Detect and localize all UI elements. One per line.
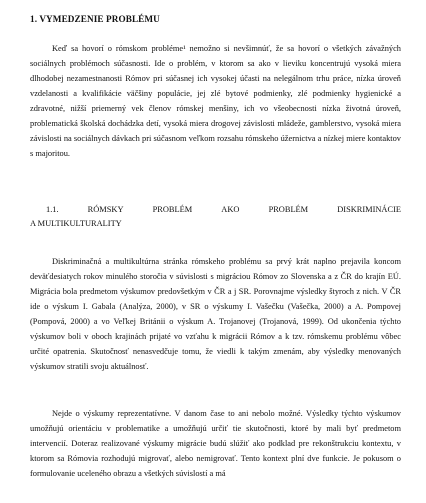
paragraph-text: Diskriminačná a multikultúrna stránka rómskeho problému sa prvý krát naplno prejavila koncom deväťdesiatych rokov minulého storočia v súvislosti s migráciou Rómov zo Slovenska a z ČR do krajín EÚ. Migrácia bola predmetom výskumov predovšetkým v ČR a j SR. Porovnajme výsledky štyroch z nich. V ČR ide o výskum I. Gabala (Analýza, 2000), v SR o výskumy I. Vašečku (Vašečka, 2000) a A. Pompovej (Pompová, 2000) a vo Veľkej Británii o výskum A. Trojanovej (Trojanová, 1999). Od ukončenia týchto výskumov boli v oboch krajinách prijaté vo vzťahu k migrácii Rómov a k tzv. rómskemu problému vôbec určité opatrenia. Skutočnosť nenasvedčuje tomu, že viedli k takým zmenám, aby výsledky menovaných výskumov stratili svoju aktuálnosť.	[30, 257, 401, 371]
subsection-word: PROBLÉM	[152, 205, 193, 214]
subsection-word: 1.1.	[46, 205, 59, 214]
subsection-word: PROBLÉM	[268, 205, 309, 214]
subsection-word: AKO	[221, 205, 240, 214]
paragraph-roma-problem	[30, 41, 401, 161]
subsection-heading-line2: A MULTIKULTURALITY	[30, 219, 122, 228]
paragraph-research	[30, 406, 401, 481]
paragraph-text: Keď sa hovorí o rómskom probléme¹ nemožno si nevšimnúť, že sa hovorí o všetkých závažných sociálnych problémoch súčasnosti. Ide o problém, v ktorom sa ako v lieviku koncentrujú vysoká miera dlhodobej nezamestnanosti Rómov pri súčasnej ich vysokej účasti na nelegálnom trhu práce, nízka úroveň vzdelanosti a kvalifikácie väčšiny populácie, jej zlé bytové podmienky, zlé podmienky hygienické a zdravotné, nižší priemerný vek členov rómskej menšiny, ich vo všeobecnosti nízka životná úroveň, problematická školská dochádzka detí, vysoká miera drogovej závislosti mládeže, gamblerstvo, vysoká miera závislosti na sociálnych dávkach pri súčasnom veľkom rozsahu rómskeho úžernictva a nízkej miere kontaktov s majoritou.	[30, 44, 401, 158]
paragraph-discrimination	[30, 254, 401, 374]
subsection-word: DISKRIMINÁCIE	[337, 205, 401, 214]
subsection-heading	[30, 203, 401, 231]
subsection-word: RÓMSKY	[87, 205, 124, 214]
subsection-heading-line1	[30, 203, 401, 217]
section-heading: 1. VYMEDZENIE PROBLÉMU	[30, 14, 160, 24]
paragraph-text: Nejde o výskumy reprezentatívne. V danom čase to ani nebolo možné. Výsledky týchto výskumov umožňujú orientáciu v problematike a umožňujú určiť tie skutočnosti, ktoré by mali byť predmetom intervencií. Doteraz realizované výskumy migrácie budú slúžiť ako podklad pre rekonštrukciu kontextu, v ktorom sa Rómovia rozhodujú migrovať, alebo nemigrovať. Tento kontext plní dve funkcie. Je pokusom o formulovanie uceleného obrazu a všetkých súvislostí a má	[30, 409, 401, 478]
